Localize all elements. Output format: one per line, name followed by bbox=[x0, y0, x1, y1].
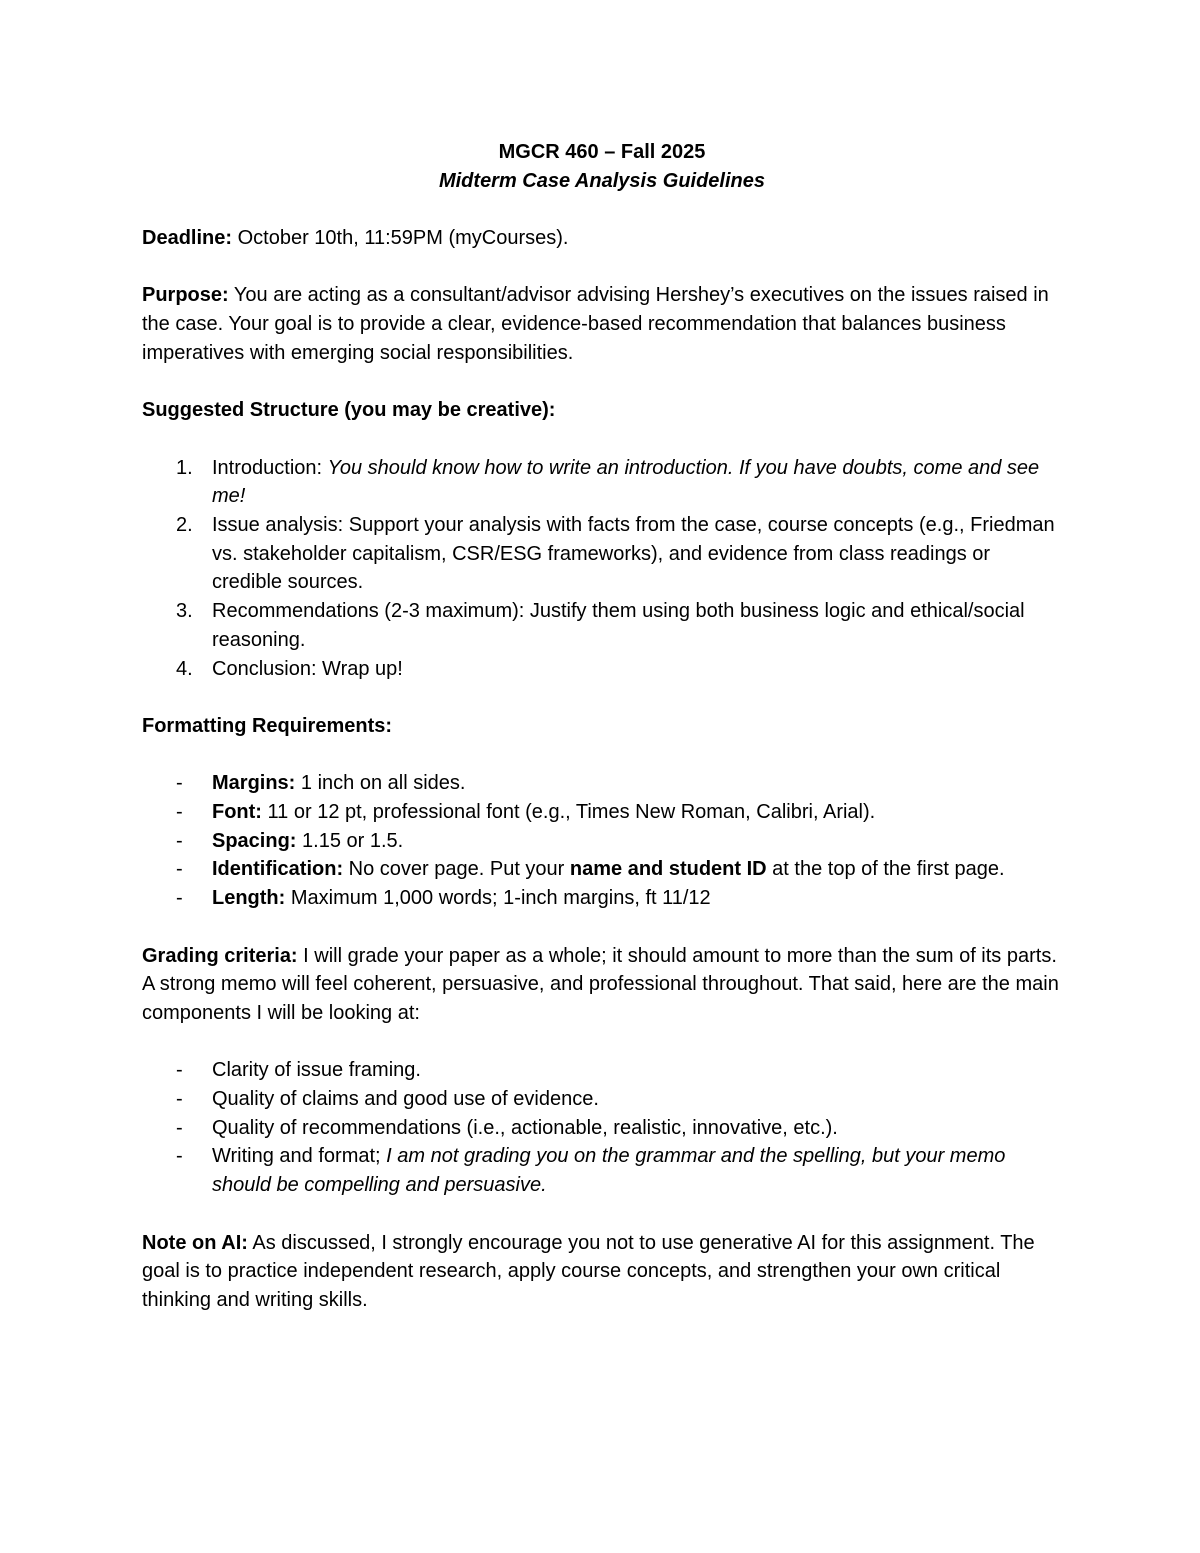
deadline-paragraph bbox=[142, 224, 1062, 253]
list-item: - Quality of claims and good use of evidence. bbox=[176, 1088, 599, 1111]
grading-label: Grading criteria: bbox=[142, 944, 298, 967]
document-title: Midterm Case Analysis Guidelines bbox=[438, 169, 766, 192]
list-item: 4. Conclusion: Wrap up! bbox=[176, 657, 403, 680]
formatting-heading: Formatting Requirements: bbox=[142, 714, 393, 737]
list-item: - Clarity of issue framing. bbox=[176, 1059, 421, 1082]
course-heading: MGCR 460 – Fall 2025 bbox=[498, 141, 706, 163]
list-item: - Quality of recommendations (i.e., actionable, realistic, innovative, etc.). bbox=[176, 1116, 838, 1139]
deadline-text: October 10th, 11:59PM (myCourses). bbox=[232, 227, 569, 250]
list-item: 2. Issue analysis: Support your analysis with facts from the case, course concepts (e.g., Friedman vs. stakeholder capitalism, CSR/ESG frameworks), and evidence from class readings or credible sources. bbox=[176, 514, 1055, 594]
ai-note-paragraph bbox=[142, 1229, 1062, 1315]
list-item: - Writing and format; I am not grading you on the grammar and the spelling, but your memo should be compelling and persuasive. bbox=[176, 1145, 1006, 1197]
deadline-label: Deadline: bbox=[142, 227, 233, 250]
list-item: - Identification: No cover page. Put your name and student ID at the top of the first page. bbox=[176, 858, 1005, 881]
structure-list bbox=[142, 454, 1062, 684]
formatting-list bbox=[142, 769, 1062, 913]
list-item: 3. Recommendations (2-3 maximum): Justify them using both business logic and ethical/social reasoning. bbox=[176, 600, 1025, 651]
list-item: - Font: 11 or 12 pt, professional font (e.g., Times New Roman, Calibri, Arial). bbox=[176, 801, 876, 824]
document-page bbox=[142, 138, 1062, 1315]
list-item: - Length: Maximum 1,000 words; 1-inch margins, ft 11/12 bbox=[176, 887, 711, 910]
purpose-text: You are acting as a consultant/advisor advising Hershey’s executives on the issues raised in the case. Your goal is to provide a clear, evidence-based recommendation that balances business imperatives with emerging social responsibilities. bbox=[142, 284, 1049, 364]
grading-paragraph bbox=[142, 942, 1062, 1028]
structure-heading: Suggested Structure (you may be creative): bbox=[142, 399, 556, 422]
grading-text: I will grade your paper as a whole; it should amount to more than the sum of its parts. A strong memo will feel coherent, persuasive, and professional throughout. That said, here are the main components I will be looking at: bbox=[142, 944, 1059, 1024]
list-item: 1. Introduction: You should know how to write an introduction. If you have doubts, come and see me! bbox=[176, 456, 1040, 508]
list-item: - Margins: 1 inch on all sides. bbox=[176, 772, 466, 795]
ai-note-text: As discussed, I strongly encourage you not to use generative AI for this assignment. The goal is to practice independent research, apply course concepts, and strengthen your own critical thinking and writing skills. bbox=[142, 1231, 1035, 1311]
grading-list bbox=[142, 1056, 1062, 1200]
purpose-label: Purpose: bbox=[142, 284, 229, 307]
ai-note-label: Note on AI: bbox=[142, 1231, 248, 1254]
list-item: - Spacing: 1.15 or 1.5. bbox=[176, 829, 404, 852]
purpose-paragraph bbox=[142, 281, 1062, 367]
